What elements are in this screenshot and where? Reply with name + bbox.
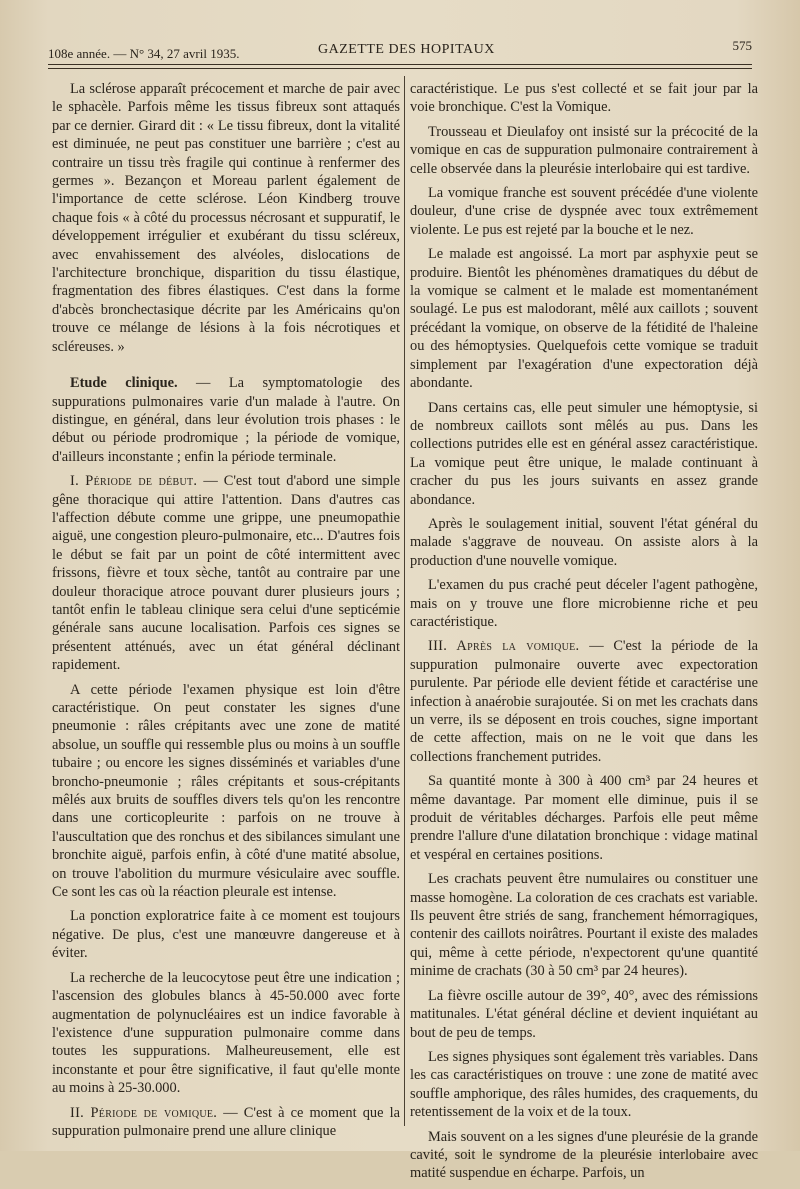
page-number: 575 (732, 38, 752, 53)
paragraph: II. Période de vomique. — C'est à ce moment que la suppuration pulmonaire prend une allure clinique (52, 1104, 400, 1139)
left-column (52, 80, 400, 1146)
section-heading: Etude clinique. (70, 375, 178, 392)
paragraph: Les crachats peuvent être numulaires ou constituer une masse homogène. La coloration de ces crachats est variable. Ils peuvent être striés de sang, franchement hémorragiques, contenir des caillots noirâtres. Pourtant il existe des malades qui, même à cette période, n'expectorent qu'une quantité minime de crachats (30 à 50 cm³ par 24 heures). (410, 871, 758, 980)
paragraph: Trousseau et Dieulafoy ont insisté sur la précocité de la vomique en cas de suppuration pulmonaire contrairement à celle observée dans la pleurésie interlobaire qui est tardive. (410, 123, 758, 177)
paragraph: La vomique franche est souvent précédée d'une violente douleur, d'une crise de dyspnée avec toux extrêmement violente. Le pus est rejeté par la bouche et le nez. (410, 185, 758, 238)
header-rule (48, 64, 752, 65)
paragraph: caractéristique. Le pus s'est collecté et se fait jour par la voie bronchique. C'est la Vomique. (410, 81, 758, 116)
paragraph: La recherche de la leucocytose peut être une indication ; l'ascension des globules blancs à 45-50.000 avec forte augmentation de polynucléaires est un indice favorable à l'existence d'une suppuration pulmonaire comme dans toutes les suppurations. Malheureusement, elle est inconstante et pour être significative, il faut qu'elle monte au moins à 25-30.000. (52, 969, 400, 1097)
paragraph: Etude clinique. — La symptomatologie des suppurations pulmonaires varie d'un malade à l'autre. On distingue, en général, dans leur évolution trois phases : le début ou période prodromique ; la période de vomique, d'ailleurs inconstante ; enfin la période terminale. (52, 375, 400, 465)
paragraph: Après le soulagement initial, souvent l'état général du malade s'aggrave de nouveau. On assiste alors à la production d'une nouvelle vomique. (410, 515, 758, 569)
page-header (48, 40, 752, 64)
column-divider (404, 76, 405, 1126)
issue-line: 108e année. — N° 34, 27 avril 1935. (48, 46, 240, 61)
paragraph: La fièvre oscille autour de 39°, 40°, avec des rémissions matitunales. L'état général décline et devient inquiétant au bout de peu de temps. (410, 987, 758, 1041)
paragraph: I. Période de début. — C'est tout d'abord une simple gêne thoracique qui attire l'attention. Dans d'autres cas l'affection débute comme une grippe, une pneumopathie aiguë, une congestion pleuro-pulmonaire, etc... D'autres fois le début se fait par un point de côté intermittent avec frissons, fièvre et toux sèche, tantôt au contraire par une douleur thoracique atroce pouvant durer plusieurs jours ; tantôt enfin le tableau clinique sera celui d'une septicémie générale sans aucune localisation. Parfois ces signes se présentent atténués, avec un état général déclinant rapidement. (52, 473, 400, 674)
paragraph: Dans certains cas, elle peut simuler une hémoptysie, si de nombreux caillots sont mêlés au pus. Dans les collections putrides elle est en général assez caractéristique. La vomique peut être unique, le malade continuant à cracher du pus les jours suivants en assez grande abondance. (410, 399, 758, 508)
header-rule-thin (48, 68, 752, 69)
paragraph: Le malade est angoissé. La mort par asphyxie peut se produire. Bientôt les phénomènes dramatiques du début de la vomique se calment et le malade est momentanément soulagé. Le pus est malodorant, mêlé aux caillots ; souvent précédant la vomique, on observe de la fétidité de l'haleine ou des hémoptysies. Quelquefois cette vomique se traduit simplement par l'exagération d'une expectoration déjà abondante. (410, 246, 758, 392)
journal-title: GAZETTE DES HOPITAUX (318, 42, 495, 57)
paragraph: Mais souvent on a les signes d'une pleurésie de la grande cavité, soit le syndrome de la pleurésie interlobaire avec matité suspendue en écharpe. Parfois, un (410, 1128, 758, 1182)
paragraph: L'examen du pus craché peut déceler l'agent pathogène, mais on y trouve une flore microbienne riche et peu caractéristique. (410, 577, 758, 630)
section-heading: II. Période de vomique. (70, 1104, 218, 1121)
right-column (410, 80, 758, 1189)
section-heading: III. Après la vomique. (428, 638, 580, 655)
paragraph: Les signes physiques sont également très variables. Dans les cas caractéristiques on trouve : une zone de matité avec souffle amphorique, des râles humides, des craquements, du retentissement de la voix et de la toux. (410, 1048, 758, 1121)
paragraph: La ponction exploratrice faite à ce moment est toujours négative. De plus, c'est une manœuvre dangereuse et à éviter. (52, 908, 400, 962)
section-heading: I. Période de début. (70, 473, 198, 490)
paragraph: La sclérose apparaît précocement et marche de pair avec le sphacèle. Parfois même les tissus fibreux sont attaqués par ce dernier. Girard dit : « Le tissu fibreux, dont la vitalité est diminuée, ne peut pas constituer une barrière ; c'est au contraire un tissu très fragile qui continue à renfermer des germes ». Bezançon et Moreau parlent également de l'importance de cette sclérose. Léon Kindberg trouve chaque fois « à côté du processus nécrosant et suppuratif, le développement irrégulier et exubérant du tissu scléreux, avec envahissement des alvéoles, dislocations de l'architecture bronchique, disparition du tissu élastique, fragmentation des fibres élastiques. C'est dans la forme d'abcès bronchectasique décrite par les Américains qu'on trouve ce mélange de lésions à la fois nécrotiques et scléreuses. » (52, 81, 400, 355)
paragraph: Sa quantité monte à 300 à 400 cm³ par 24 heures et même davantage. Par moment elle diminue, puis il se produit de véritables décharges. Parfois elle peut même prendre l'allure d'une dilatation bronchique : vidage matinal et vespéral en certaines positions. (410, 773, 758, 863)
paragraph: A cette période l'examen physique est loin d'être caractéristique. On peut constater les signes d'une pneumonie : râles crépitants avec une zone de matité absolue, un souffle qui ressemble plus ou moins à un souffle tubaire ; ou encore les signes disséminés et variables d'une broncho-pneumonie ; râles crépitants et sous-crépitants mêlés aux bruits de souffles divers tels qu'on les rencontre dans une corticopleurite : parfois on ne trouve à l'auscultation que des ronchus et des sibilances simulant une bronchite aiguë, parfois enfin, à côté d'une matité absolue, on trouve l'abolition du murmure vésiculaire avec souffle. Ce sont les cas où la réaction pleurale est intense. (52, 681, 400, 901)
paragraph: III. Après la vomique. — C'est la période de la suppuration pulmonaire ouverte avec expectoration purulente. Par période elle devient fétide et caractérise une infection à anaérobie surajoutée. Si on met les crachats dans un verre, ils se déposent en trois couches, signe important de cette affection, mais on ne le voit que dans les collections franchement putrides. (410, 638, 758, 765)
